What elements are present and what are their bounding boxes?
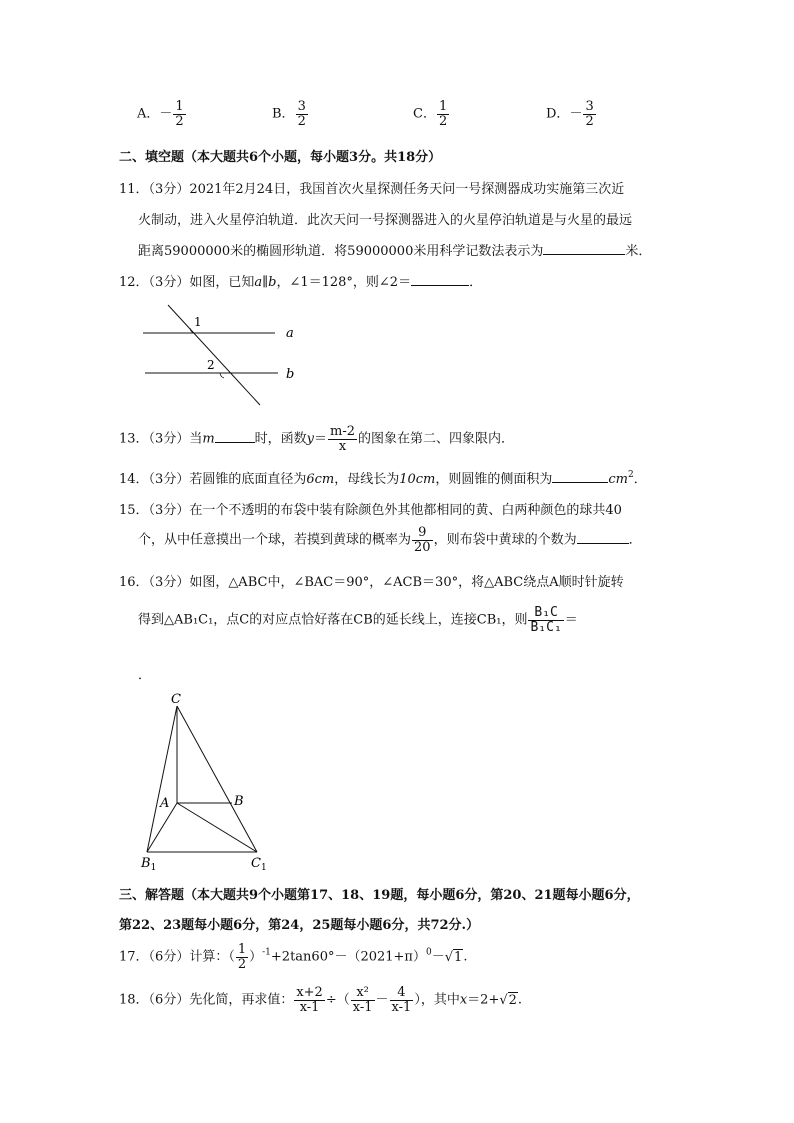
- question-16-line-1: 16．（3分）如图，△ABC中，∠BAC＝90°，∠ACB＝30°，将△ABC绕点A顺时针旋转: [119, 575, 624, 590]
- fraction-four: $\frac{4}{x-1}$: [391, 985, 412, 1015]
- section-3-heading-line-1: 三、解答题（本大题共9个小题第17、18、19题，每小题6分，第20、21题每小题6分，: [119, 888, 640, 903]
- question-11-line-3: 距离59000000米的椭圆形轨道．将59000000米用科学记数法表示为 米．: [138, 244, 652, 259]
- figure-parallel-lines: [130, 295, 320, 415]
- label-c: C: [171, 692, 181, 707]
- question-12: 12．（3分）如图，已知a∥b，∠1＝128°，则∠2＝ ．: [119, 275, 483, 290]
- fraction-x-squared: $\frac{\text{x²}}{x-1}$: [352, 985, 373, 1015]
- segment-a-c1: [177, 803, 257, 852]
- option-c: C． $\frac{1}{2}$: [413, 99, 448, 129]
- option-d-fraction: $\frac{3}{2}$: [585, 99, 594, 129]
- figure-triangle-rotation: [135, 690, 285, 875]
- question-14: 14．（3分）若圆锥的底面直径为6cm，母线长为10cm，则圆锥的侧面积为 $cm^2$．: [119, 470, 647, 487]
- answer-blank-15[interactable]: [577, 531, 629, 544]
- sqrt-symbol: √1: [444, 949, 463, 965]
- label-c1: $C_1$: [251, 856, 267, 873]
- answer-blank-14[interactable]: [552, 470, 608, 483]
- option-b-fraction: $\frac{3}{2}$: [297, 99, 306, 129]
- fraction-x-plus-2: $\frac{x+2}{x-1}$: [296, 985, 323, 1015]
- answer-blank-11[interactable]: [543, 242, 625, 255]
- ratio-fraction: $\frac{\text{B₁C}}{\text{B₁C₁}}$: [530, 605, 562, 635]
- question-16-end: ．: [138, 668, 152, 683]
- question-16-line-2: 得到△AB₁C₁，点C的对应点恰好落在CB的延长线上，连接CB₁，则 $\frac{\text{B₁C}}{\text{B₁C₁}}$ ＝: [138, 605, 578, 635]
- label-angle-2: 2: [207, 358, 215, 372]
- label-a: A: [160, 796, 170, 811]
- question-15-line-2: 个，从中任意摸出一个球，若摸到黄球的概率为 $\frac{9}{20}$ ，则布袋中黄球的个数为 ．: [138, 525, 642, 555]
- option-a: A．－ $\frac{1}{2}$: [137, 99, 184, 129]
- function-fraction: $\frac{m-2}{x}$: [330, 424, 356, 454]
- sqrt-symbol: √2: [499, 992, 517, 1008]
- option-b: B． $\frac{3}{2}$: [272, 99, 306, 129]
- label-b: B: [234, 794, 244, 809]
- option-d: D．－ $\frac{3}{2}$: [546, 99, 594, 129]
- option-a-fraction: $\frac{1}{2}$: [175, 99, 184, 129]
- question-11-line-1: 11．（3分）2021年2月24日，我国首次火星探测任务天问一号探测器成功实施第三次近: [119, 182, 625, 197]
- segment-c-b1: [147, 706, 177, 852]
- question-13: 13．（3分）当m 时，函数y＝ $\frac{m-2}{x}$ 的图象在第二、四象限内．: [119, 424, 515, 454]
- label-line-b: b: [286, 367, 295, 382]
- probability-fraction: $\frac{9}{20}$: [414, 525, 431, 555]
- question-15-line-1: 15．（3分）在一个不透明的布袋中装有除颜色外其他都相同的黄、白两种颜色的球共40: [119, 503, 622, 518]
- label-b1: $B_1$: [141, 856, 157, 873]
- label-angle-1: 1: [194, 315, 202, 329]
- section-2-heading: 二、填空题（本大题共6个小题，每小题3分。共18分）: [119, 150, 442, 165]
- answer-blank-12[interactable]: [411, 273, 469, 286]
- question-18: 18．（6分）先化简，再求值： $\frac{x+2}{x-1}$ ÷（ $\frac{\text{x²}}{x-1}$ － $\frac{4}{x-1}$ ），其中x＝2+√2.: [119, 985, 523, 1015]
- segment-c-c1: [177, 706, 257, 852]
- section-3-heading-line-2: 第22、23题每小题6分，第24，25题每小题6分，共72分.）: [119, 918, 480, 933]
- angle-2-arc: [220, 373, 224, 378]
- question-11-line-2: 火制动，进入火星停泊轨道．此次天问一号探测器进入的火星停泊轨道是与火星的最远: [138, 213, 633, 228]
- half-fraction: $\frac{1}{2}$: [237, 942, 247, 972]
- question-17: 17．（6分）计算：（ $\frac{1}{2}$ ）$^{-1}+2\tan 60^\circ-(2021+\pi)^0-√1$.: [119, 942, 468, 972]
- transversal: [168, 305, 260, 405]
- label-line-a: a: [286, 326, 294, 341]
- option-c-fraction: $\frac{1}{2}$: [438, 99, 448, 129]
- answer-blank-13[interactable]: [215, 430, 255, 443]
